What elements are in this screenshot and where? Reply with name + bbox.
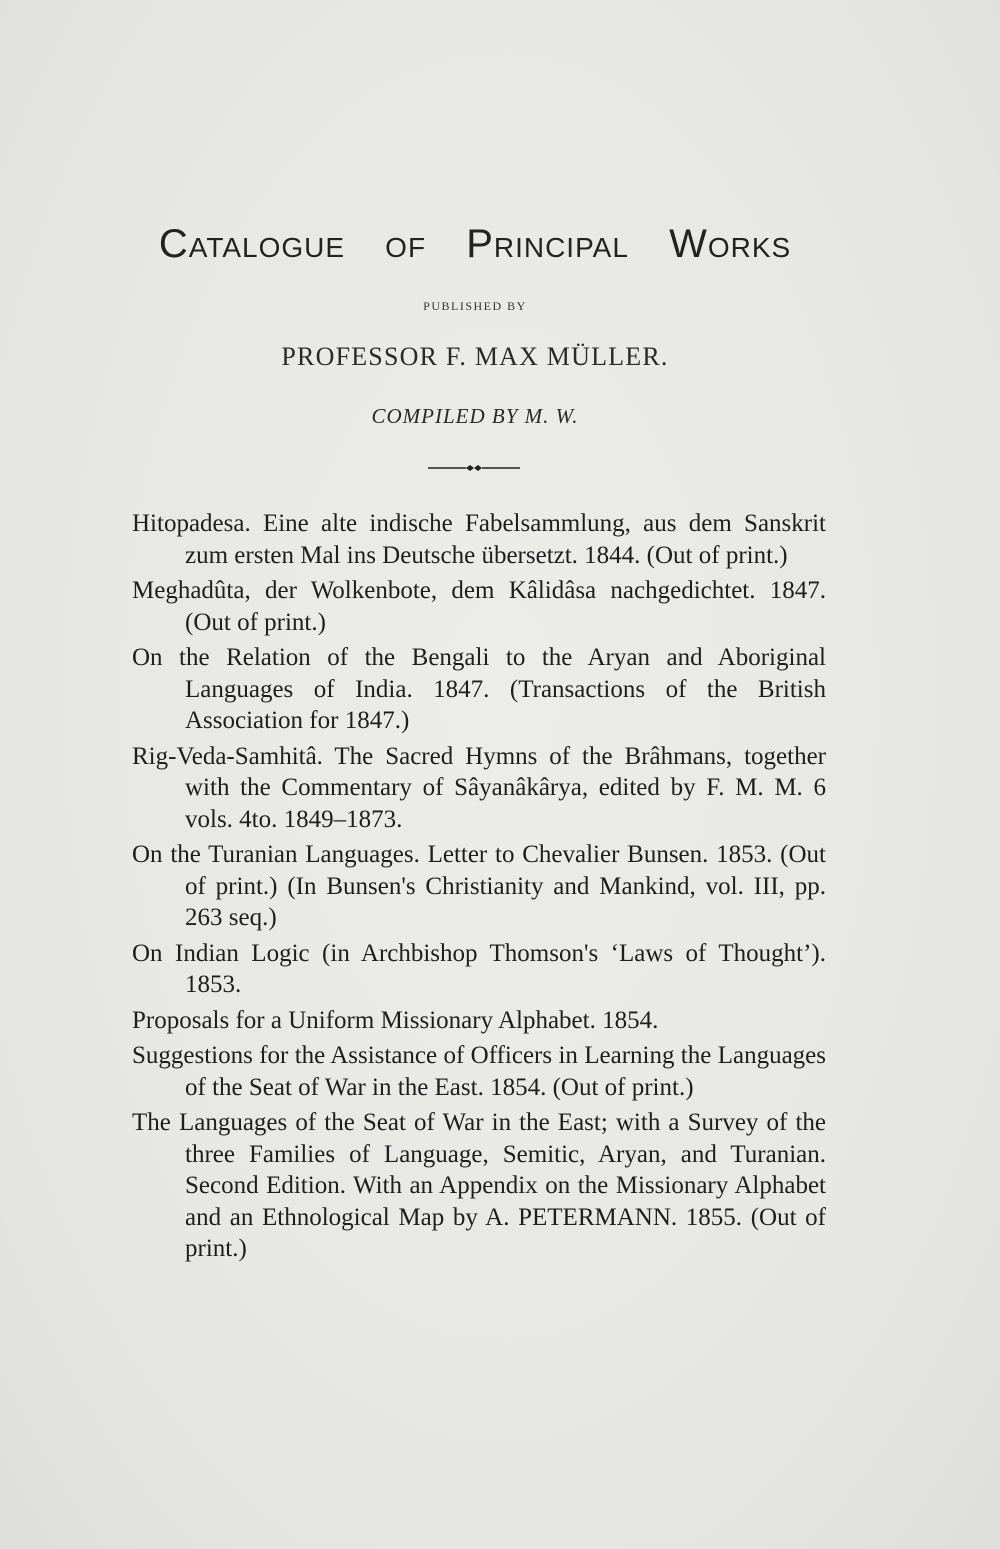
list-item: Hitopadesa. Eine alte indische Fabelsammlung, aus dem Sanskrit zum ersten Mal ins Deutsche übersetzt. 1844. (Out of print.) bbox=[132, 510, 826, 569]
title-word-catalogue: Catalogue bbox=[158, 222, 346, 266]
list-item: Meghadûta, der Wolkenbote, dem Kâlidâsa nachgedichtet. 1847. (Out of print.) bbox=[132, 577, 826, 636]
compiled-by-label: COMPILED BY M. W. bbox=[371, 404, 579, 428]
author-name: PROFESSOR F. MAX MÜLLER. bbox=[281, 342, 669, 371]
list-item: Suggestions for the Assistance of Officers in Learning the Languages of the Seat of War in the East. 1854. (Out of print.) bbox=[132, 1042, 826, 1101]
list-item: On Indian Logic (in Archbishop Thomson's ‘Laws of Thought’). 1853. bbox=[132, 939, 826, 998]
page-title bbox=[0, 222, 950, 267]
list-item: Proposals for a Uniform Missionary Alphabet. 1854. bbox=[132, 1006, 659, 1034]
list-item: The Languages of the Seat of War in the East; with a Survey of the three Families of Language, Semitic, Aryan, and Turanian. Second Edition. With an Appendix on the Missionary Alphabet and an Ethnological Map by A. PETERMANN. 1855. (Out of print.) bbox=[132, 1109, 826, 1262]
divider-ornament bbox=[428, 461, 520, 475]
list-item: Rig-Veda-Samhitâ. The Sacred Hymns of the Brâhmans, together with the Commentary of Sâyanâkârya, edited by F. M. M. 6 vols. 4to. 1849–1873. bbox=[132, 742, 826, 833]
title-word-works: Works bbox=[669, 222, 792, 266]
title-word-of: of bbox=[385, 222, 427, 266]
works-list bbox=[132, 508, 826, 1269]
list-item: On the Turanian Languages. Letter to Chevalier Bunsen. 1853. (Out of print.) (In Bunsen's Christianity and Mankind, vol. III, pp. 263 seq.) bbox=[132, 841, 826, 931]
list-item: On the Relation of the Bengali to the Aryan and Aboriginal Languages of India. 1847. (Transactions of the British Association for 1847.) bbox=[132, 644, 826, 734]
title-word-principal: Principal bbox=[466, 222, 629, 266]
published-by-label: PUBLISHED BY bbox=[423, 299, 527, 313]
